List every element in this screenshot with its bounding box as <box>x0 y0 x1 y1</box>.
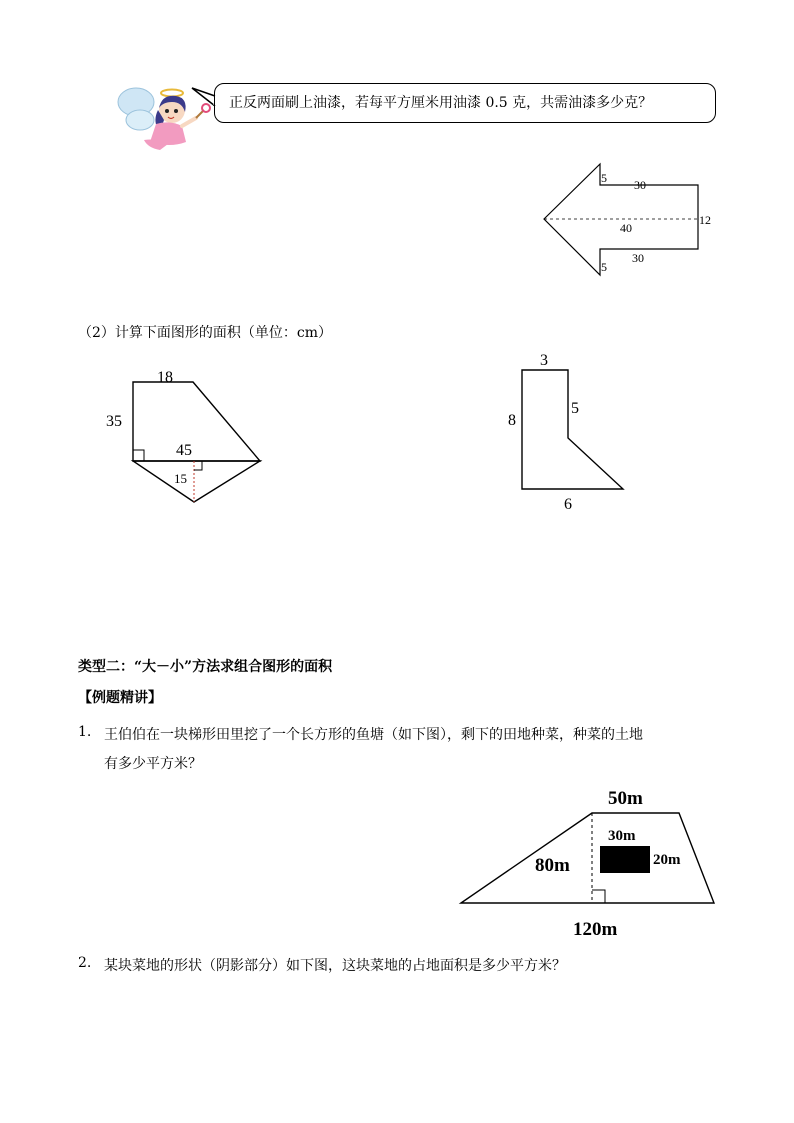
problem-1-line-1: 王伯伯在一块梯形田里挖了一个长方形的鱼塘（如下图），剩下的田地种菜，种菜的土地 <box>104 727 643 743</box>
question-2: （2）计算下面图形的面积（单位：cm） <box>78 325 333 341</box>
label-base: 45 <box>176 442 192 459</box>
fish-pond <box>600 846 650 873</box>
label-tri-height: 15 <box>174 471 187 486</box>
label-inner: 5 <box>571 400 579 417</box>
label-height: 80m <box>535 855 570 876</box>
problem-2-number: 2. <box>78 955 92 971</box>
label-top: 3 <box>540 352 548 369</box>
l-shape <box>522 370 623 489</box>
right-angle-mark <box>592 890 605 903</box>
right-angle-mark-left <box>133 450 144 461</box>
label-side-bottom: 5 <box>601 260 607 274</box>
field-pond-figure <box>455 782 725 942</box>
arrow-figure <box>530 155 730 285</box>
section-heading: 类型二：“大－小”方法求组合图形的面积 <box>78 659 333 675</box>
label-left: 8 <box>508 412 516 429</box>
speech-bubble <box>214 83 716 123</box>
trapezoid-shape <box>133 382 260 461</box>
problem-1-number: 1. <box>78 724 92 740</box>
subheading: 【例题精讲】 <box>78 690 162 706</box>
arrow-shape <box>544 164 698 275</box>
problem-1-line-2: 有多少平方米？ <box>104 756 202 772</box>
label-pond-width: 30m <box>608 828 636 844</box>
label-top: 18 <box>157 369 173 386</box>
label-side-top: 5 <box>601 171 607 185</box>
label-left: 35 <box>106 413 122 430</box>
label-bottom: 6 <box>564 496 572 513</box>
label-inner-len: 40 <box>620 221 632 235</box>
l-shape-figure <box>500 345 640 520</box>
label-height: 12 <box>699 213 711 227</box>
trapezoid-triangle-figure <box>100 360 280 520</box>
speech-bubble-text: 正反两面刷上油漆，若每平方厘米用油漆 0.5 克，共需油漆多少克？ <box>229 95 653 111</box>
label-bottom-len: 30 <box>632 251 644 265</box>
problem-2-text: 某块菜地的形状（阴影部分）如下图，这块菜地的占地面积是多少平方米？ <box>104 958 566 974</box>
right-angle-mark-mid <box>194 461 202 470</box>
label-pond-height: 20m <box>653 852 681 868</box>
label-base: 120m <box>573 919 618 940</box>
label-top-len: 30 <box>634 178 646 192</box>
triangle-shape <box>133 461 260 502</box>
label-top: 50m <box>608 788 643 809</box>
